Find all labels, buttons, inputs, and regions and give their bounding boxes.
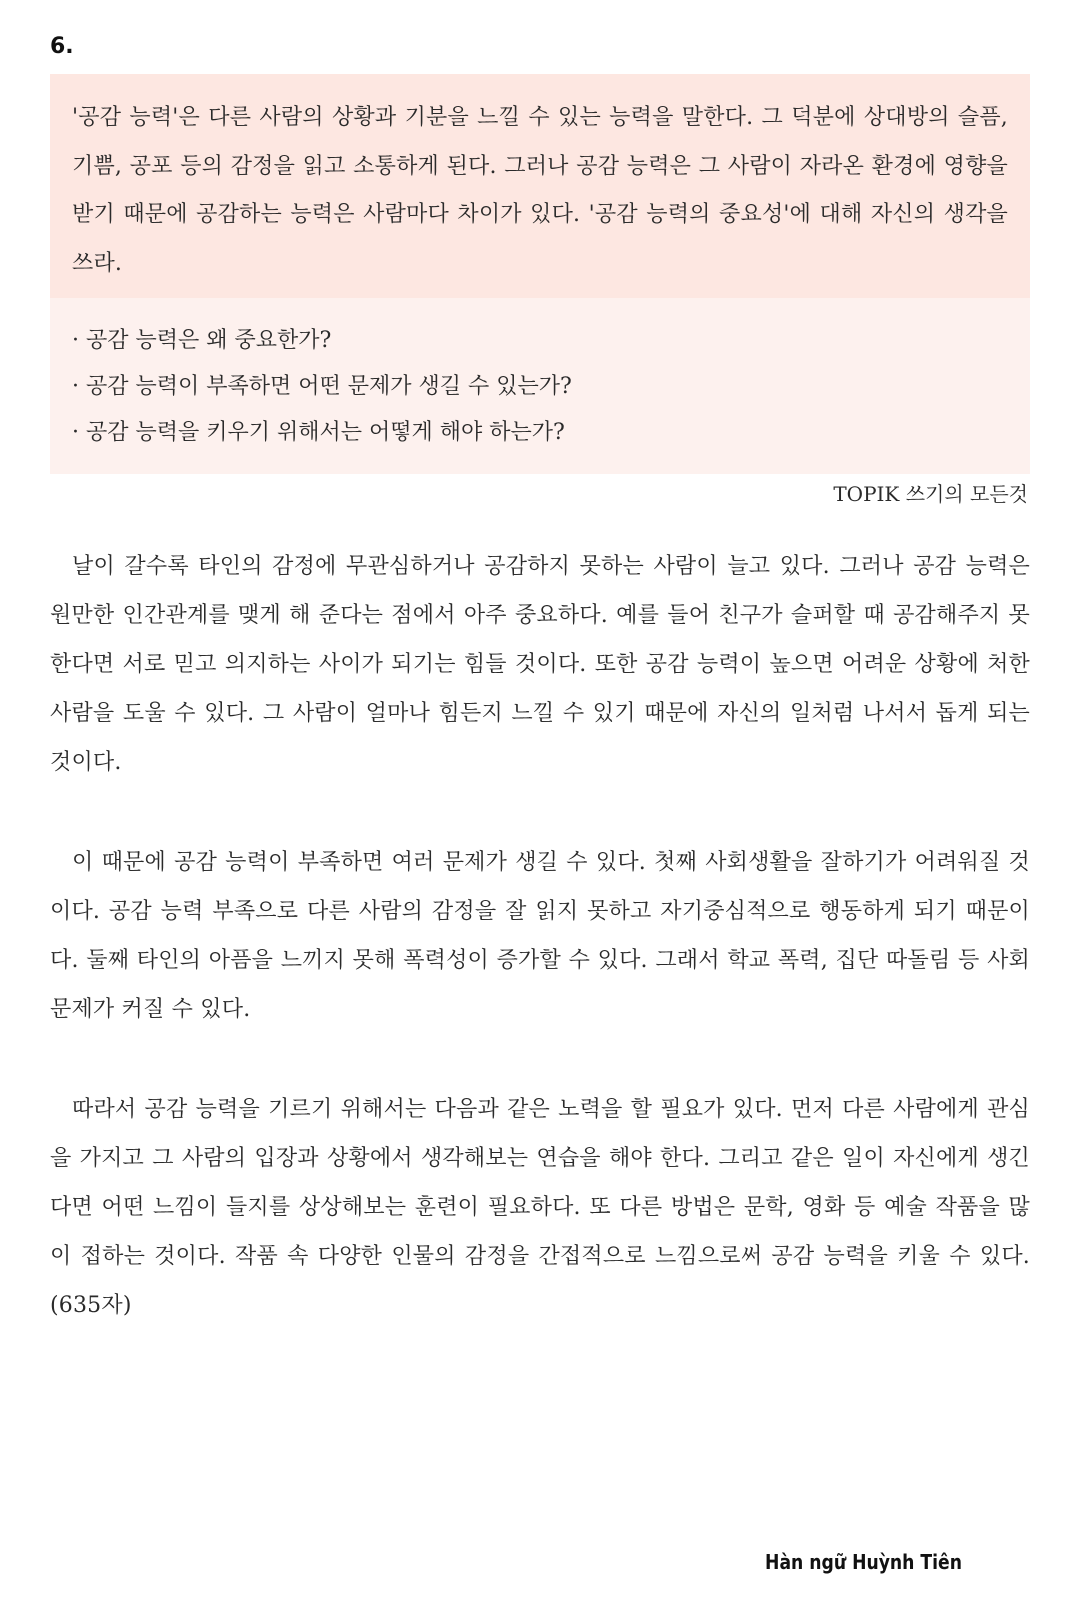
model-essay [50,542,1030,1381]
question-prompt-box [50,74,1030,474]
prompt-guide-list [50,298,1030,474]
source-citation: TOPIK 쓰기의 모든것 [833,482,1028,506]
essay-paragraph: 이 때문에 공감 능력이 부족하면 여러 문제가 생길 수 있다. 첫째 사회생활을 잘하기가 어려워질 것이다. 공감 능력 부족으로 다른 사람의 감정을 잘 읽지 못하고 자기중심적으로 행동하게 되기 때문이다. 둘째 타인의 아픔을 느끼지 못해 폭력성이 증가할 수 있다. 그래서 학교 폭력, 집단 따돌림 등 사회 문제가 커질 수 있다. [50,850,1030,1022]
question-number: 6. [50,34,74,59]
essay-paragraph: 날이 갈수록 타인의 감정에 무관심하거나 공감하지 못하는 사람이 늘고 있다. 그러나 공감 능력은 원만한 인간관계를 맺게 해 준다는 점에서 아주 중요하다. 예를 들어 친구가 슬퍼할 때 공감해주지 못한다면 서로 믿고 의지하는 사이가 되기는 힘들 것이다. 또한 공감 능력이 높으면 어려운 상황에 처한 사람을 도울 수 있다. 그 사람이 얼마나 힘든지 느낄 수 있기 때문에 자신의 일처럼 나서서 돕게 되는 것이다. [50,554,1030,775]
prompt-text: '공감 능력'은 다른 사람의 상황과 기분을 느낄 수 있는 능력을 말한다. 그 덕분에 상대방의 슬픔, 기쁨, 공포 등의 감정을 읽고 소통하게 된다. 그러나 공감 능력은 그 사람이 자라온 환경에 영향을 받기 때문에 공감하는 능력은 사람마다 차이가 있다. '공감 능력의 중요성'에 대해 자신의 생각을 쓰라. [72,105,1008,276]
author-signature: Hàn ngữ Huỳnh Tiên [765,1550,962,1574]
essay-paragraph: 따라서 공감 능력을 기르기 위해서는 다음과 같은 노력을 할 필요가 있다. 먼저 다른 사람에게 관심을 가지고 그 사람의 입장과 상황에서 생각해보는 연습을 해야 한다. 그리고 같은 일이 자신에게 생긴다면 어떤 느낌이 들지를 상상해보는 훈련이 필요하다. 또 다른 방법은 문학, 영화 등 예술 작품을 많이 접하는 것이다. 작품 속 다양한 인물의 감정을 간접적으로 느낌으로써 공감 능력을 키울 수 있다. (635자) [50,1097,1030,1318]
guide-item: · 공감 능력은 왜 중요한가? [72,328,332,353]
guide-item: · 공감 능력이 부족하면 어떤 문제가 생길 수 있는가? [72,374,572,399]
guide-item: · 공감 능력을 키우기 위해서는 어떻게 해야 하는가? [72,420,565,445]
prompt-main-section [50,74,1030,298]
